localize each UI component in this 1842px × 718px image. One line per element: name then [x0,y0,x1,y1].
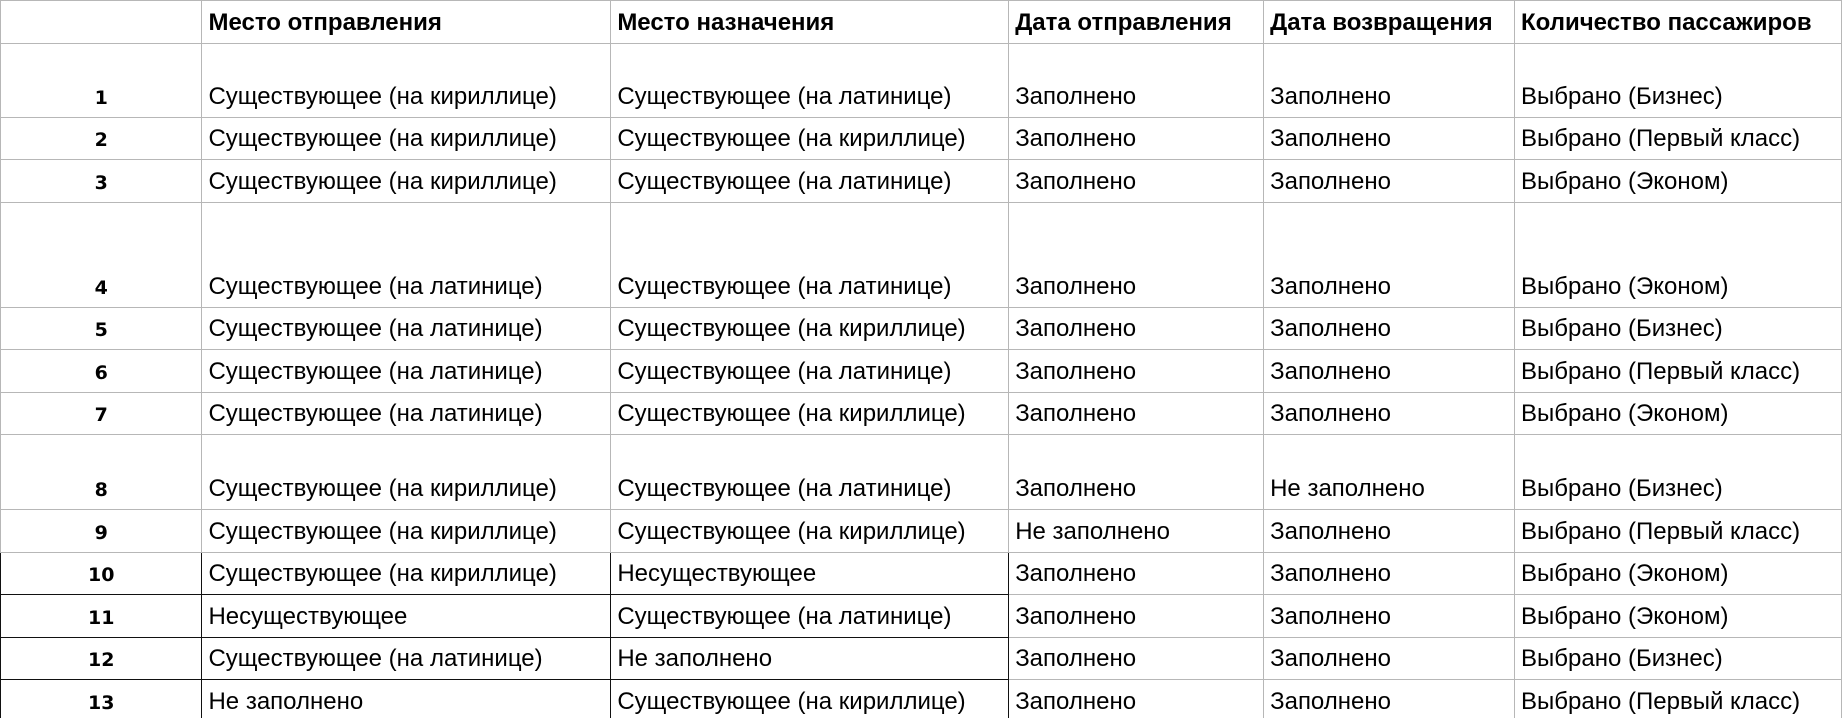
row-number-cell[interactable]: 7 [1,393,202,435]
header-cell-destination[interactable]: Место назначения [611,1,1009,44]
row-number-cell[interactable]: 4 [1,203,202,308]
departure-place-cell[interactable]: Существующее (на латинице) [202,393,611,435]
return-date-cell[interactable]: Заполнено [1264,160,1515,203]
return-date-cell[interactable]: Не заполнено [1264,435,1515,510]
return-date-cell[interactable]: Заполнено [1264,553,1515,595]
table-row [1,680,1842,718]
departure-date-cell[interactable]: Заполнено [1009,680,1264,718]
destination-cell[interactable]: Не заполнено [611,638,1009,680]
row-number-cell[interactable]: 8 [1,435,202,510]
departure-date-cell[interactable]: Заполнено [1009,595,1264,638]
passengers-cell[interactable]: Выбрано (Эконом) [1515,393,1842,435]
header-cell-departure-place[interactable]: Место отправления [202,1,611,44]
table-row [1,553,1842,595]
table-row [1,350,1842,393]
passengers-cell[interactable]: Выбрано (Эконом) [1515,203,1842,308]
table-row [1,435,1842,510]
passengers-cell[interactable]: Выбрано (Первый класс) [1515,350,1842,393]
return-date-cell[interactable]: Заполнено [1264,595,1515,638]
return-date-cell[interactable]: Заполнено [1264,44,1515,118]
row-number-cell[interactable]: 1 [1,44,202,118]
table-row [1,308,1842,350]
table-row [1,595,1842,638]
row-number-cell[interactable]: 12 [1,638,202,680]
destination-cell[interactable]: Несуществующее [611,553,1009,595]
departure-place-cell[interactable]: Существующее (на кириллице) [202,510,611,553]
passengers-cell[interactable]: Выбрано (Первый класс) [1515,680,1842,718]
row-number-cell[interactable]: 10 [1,553,202,595]
departure-date-cell[interactable]: Заполнено [1009,638,1264,680]
return-date-cell[interactable]: Заполнено [1264,308,1515,350]
destination-cell[interactable]: Существующее (на латинице) [611,595,1009,638]
header-cell-departure-date[interactable]: Дата отправления [1009,1,1264,44]
row-number-cell[interactable]: 3 [1,160,202,203]
departure-date-cell[interactable]: Заполнено [1009,350,1264,393]
return-date-cell[interactable]: Заполнено [1264,350,1515,393]
destination-cell[interactable]: Существующее (на кириллице) [611,680,1009,718]
table-row [1,160,1842,203]
table-row [1,393,1842,435]
return-date-cell[interactable]: Заполнено [1264,638,1515,680]
departure-place-cell[interactable]: Существующее (на кириллице) [202,118,611,160]
row-number-cell[interactable]: 11 [1,595,202,638]
departure-date-cell[interactable]: Не заполнено [1009,510,1264,553]
departure-place-cell[interactable]: Существующее (на кириллице) [202,44,611,118]
departure-place-cell[interactable]: Существующее (на латинице) [202,350,611,393]
passengers-cell[interactable]: Выбрано (Бизнес) [1515,638,1842,680]
destination-cell[interactable]: Существующее (на латинице) [611,435,1009,510]
return-date-cell[interactable]: Заполнено [1264,203,1515,308]
destination-cell[interactable]: Существующее (на кириллице) [611,308,1009,350]
row-number-cell[interactable]: 5 [1,308,202,350]
departure-place-cell[interactable]: Существующее (на кириллице) [202,160,611,203]
destination-cell[interactable]: Существующее (на латинице) [611,203,1009,308]
departure-place-cell[interactable]: Не заполнено [202,680,611,718]
departure-date-cell[interactable]: Заполнено [1009,44,1264,118]
passengers-cell[interactable]: Выбрано (Бизнес) [1515,435,1842,510]
header-row [1,1,1842,44]
departure-date-cell[interactable]: Заполнено [1009,435,1264,510]
table-row [1,638,1842,680]
departure-date-cell[interactable]: Заполнено [1009,118,1264,160]
departure-place-cell[interactable]: Существующее (на латинице) [202,638,611,680]
return-date-cell[interactable]: Заполнено [1264,510,1515,553]
row-number-cell[interactable]: 6 [1,350,202,393]
departure-date-cell[interactable]: Заполнено [1009,393,1264,435]
table-row [1,44,1842,118]
passengers-cell[interactable]: Выбрано (Эконом) [1515,553,1842,595]
departure-place-cell[interactable]: Существующее (на латинице) [202,203,611,308]
destination-cell[interactable]: Существующее (на кириллице) [611,393,1009,435]
table-row [1,118,1842,160]
destination-cell[interactable]: Существующее (на латинице) [611,350,1009,393]
return-date-cell[interactable]: Заполнено [1264,118,1515,160]
table-row [1,510,1842,553]
passengers-cell[interactable]: Выбрано (Бизнес) [1515,44,1842,118]
departure-date-cell[interactable]: Заполнено [1009,203,1264,308]
header-cell-return-date[interactable]: Дата возвращения [1264,1,1515,44]
passengers-cell[interactable]: Выбрано (Первый класс) [1515,510,1842,553]
passengers-cell[interactable]: Выбрано (Бизнес) [1515,308,1842,350]
departure-date-cell[interactable]: Заполнено [1009,160,1264,203]
departure-place-cell[interactable]: Существующее (на кириллице) [202,435,611,510]
departure-place-cell[interactable]: Несуществующее [202,595,611,638]
row-number-cell[interactable]: 2 [1,118,202,160]
passengers-cell[interactable]: Выбрано (Первый класс) [1515,118,1842,160]
return-date-cell[interactable]: Заполнено [1264,680,1515,718]
row-number-cell[interactable]: 13 [1,680,202,718]
table-row [1,203,1842,308]
destination-cell[interactable]: Существующее (на латинице) [611,160,1009,203]
row-number-cell[interactable]: 9 [1,510,202,553]
destination-cell[interactable]: Существующее (на латинице) [611,44,1009,118]
departure-date-cell[interactable]: Заполнено [1009,308,1264,350]
destination-cell[interactable]: Существующее (на кириллице) [611,510,1009,553]
return-date-cell[interactable]: Заполнено [1264,393,1515,435]
departure-place-cell[interactable]: Существующее (на кириллице) [202,553,611,595]
departure-date-cell[interactable]: Заполнено [1009,553,1264,595]
passengers-cell[interactable]: Выбрано (Эконом) [1515,595,1842,638]
header-cell-passengers[interactable]: Количество пассажиров [1515,1,1842,44]
departure-place-cell[interactable]: Существующее (на латинице) [202,308,611,350]
header-cell-number[interactable] [1,1,202,44]
passengers-cell[interactable]: Выбрано (Эконом) [1515,160,1842,203]
destination-cell[interactable]: Существующее (на кириллице) [611,118,1009,160]
